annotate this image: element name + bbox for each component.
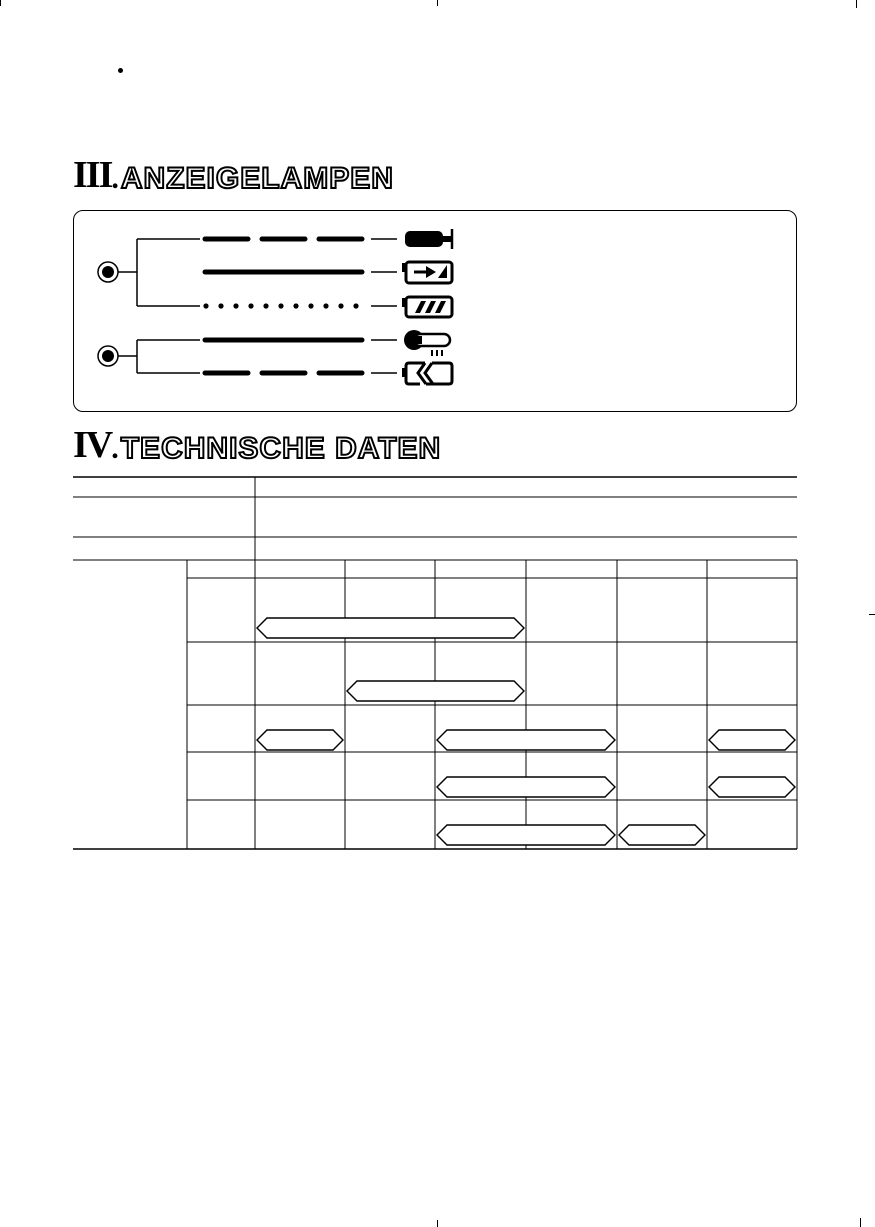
range-arrow-1 [257, 618, 524, 638]
section-4-dot: . [111, 432, 119, 465]
range-arrow-4 [437, 730, 615, 750]
range-arrow-6 [437, 777, 615, 797]
spec-table-grid [73, 477, 797, 849]
section-3-title: ANZEIGELAMPEN [120, 162, 394, 195]
range-arrow-7 [709, 777, 795, 797]
section-3-dot: . [111, 162, 119, 195]
range-arrow-5 [709, 730, 795, 750]
section-3-numeral: III [73, 154, 112, 196]
section-4-title: TECHNISCHE DATEN [120, 432, 442, 465]
range-arrow-3 [257, 730, 343, 750]
range-arrow-8 [437, 825, 615, 845]
section-4-numeral: IV [73, 424, 112, 466]
range-arrow-9 [619, 825, 705, 845]
range-arrow-2 [347, 681, 524, 701]
